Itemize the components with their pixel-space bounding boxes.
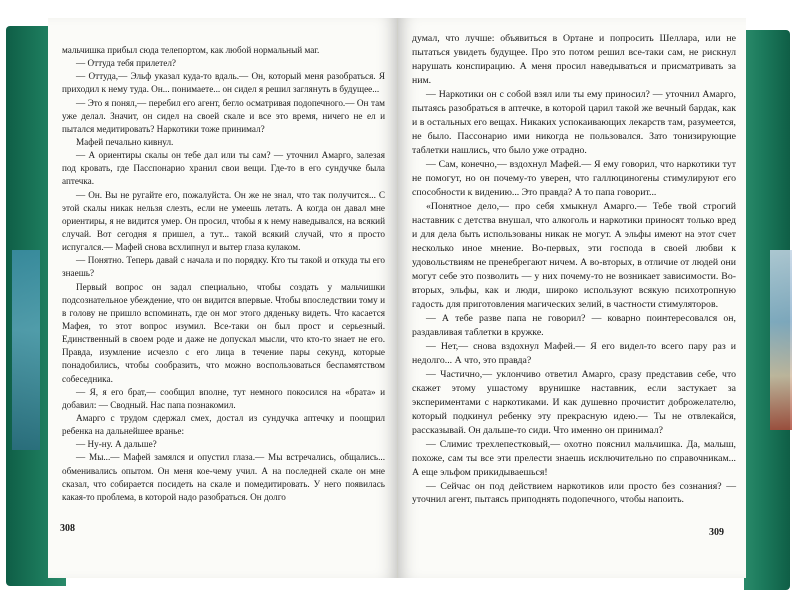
left-page — [48, 18, 398, 578]
cover-illustration-left — [12, 250, 40, 450]
paragraph: — Мы...— Мафей замялся и опустил глаза.— Мы встречались, общались... обменивались опытом. Он меня кое-чему учил. А на последней скале он мне сказал, что собирается посидеть на скале и помедитировать. У него появилась какая-то проблема, в которой надо разобраться. Он долго — [62, 452, 385, 502]
paragraph: «Понятное дело,— про себя хмыкнул Амарго.— Тебе твой строгий наставник с детства внушал, что алкоголь и наркотики приносят только вред и для дела быть использованы никак не могут. А эльфы имеют на этот счет несколько иное мнение. Во-первых, эти господа в своей любви к удовольствиям не пренебрегают ничем. А во-вторых, в отличие от людей они могут себе это позволить — у них почему-то не возникает зависимости. Во-вторых, эльфы, как и люди, широко используют всякую психотропную гадость для приготовления магических зелий, в частности стимуляторов. — [412, 200, 736, 310]
paragraph: — Он. Вы не ругайте его, пожалуйста. Он же не знал, что так получится... С этой скалы никак нельзя слезть, если не умеешь летать. А когда он давал мне ориентиры, я не видится умер. Он просил, чтобы я к нему наведывался, на всякий случай. Вот сегодня я пришел, а тут... такой всякий случай, что я просто испугался.— Мафей снова всхлипнул и вытер глаза кулаком. — [62, 189, 385, 253]
paragraph: — А тебе разве папа не говорил? — коварно поинтересовался он, раздавливая таблетки в кружке. — [412, 312, 736, 338]
paragraph: — Наркотики он с собой взял или ты ему приносил? — уточнил Амарго, пытаясь разобраться в аптечке, в которой царил такой же вечный бардак, как и в остальных его вещах. Никаких успокаивающих лекарств там, разумеется, не было. Пассонарио ими никогда не пользовался. Зато тонизирующие таблетки нашлись, что было уже отрадно. — [412, 88, 736, 156]
paragraph: — Частично,— уклончиво ответил Амарго, сразу представив себе, что скажет этому ушастому врунишке наставник, если застукает за экспериментами с наркотиками. И как душевно прочистит доброжелателю, который подкинул ребенку эту прекрасную идею.— Ты не отвлекайся, рассказывай. Он дальше-то сиди. Что именно он принимал? — [412, 368, 736, 436]
paragraph: — Оттуда,— Эльф указал куда-то вдаль.— Он, который меня разобраться. Я приходил к нему туда. Он... понимаете... он сидел я решил заглянуть в будущее... — [62, 71, 385, 95]
paragraph: думал, что лучше: объявиться в Ортане и попросить Шеллара, или не пытаться увидеть будущее. Про это потом решил все-таки сам, не рискнул нарушать конспирацию. А меня просил наведываться и присматривать за ним. — [412, 33, 736, 86]
left-page-number: 308 — [60, 523, 75, 534]
right-page-text — [412, 32, 736, 507]
paragraph: мальчишка прибыл сюда телепортом, как любой нормальный маг. — [62, 45, 320, 55]
paragraph: — А ориентиры скалы он тебе дал или ты сам? — уточнил Амарго, залезая под кровать, где Пасспонарио хранил свои вещи. Где-то в его сундучке была аптечка. — [62, 150, 385, 187]
paragraph: Амарго с трудом сдержал смех, достал из сундучка аптечку и поощрил ребенка на дальнейшее вранье: — [62, 412, 385, 437]
paragraph: — Ну-ну. А дальше? — [76, 439, 157, 450]
paragraph: — Это я понял,— перебил его агент, бегло осматривая подопечного.— Он там уже делал. Значит, он сидел на своей скале и все это время, ничего не ел и пытался медитировать? Наркотики тоже принимал? — [62, 97, 385, 134]
cover-illustration-right — [770, 250, 792, 430]
paragraph: — Я, я его брат,— сообщил вполне, тут немного покосился на «брата» и добавил: — Сводный. Нас папа познакомил. — [62, 386, 385, 410]
paragraph: — Оттуда тебя прилетел? — [76, 58, 176, 69]
right-page — [398, 18, 746, 578]
paragraph: — Сам, конечно,— вздохнул Мафей.— Я ему говорил, что наркотики тут не помогут, но он почему-то уверен, что галлюциногены стимулируют его способности к видению... Это правда? А то папа говорит... — [412, 158, 736, 198]
paragraph: — Нет,— снова вздохнул Мафей.— Я его видел-то всего пару раз и недолго... А что, это правда? — [412, 340, 736, 366]
right-page-number: 309 — [709, 527, 724, 538]
paragraph: Первый вопрос он задал специально, чтобы создать у мальчишки подсознательное убеждение, что он видится впервые. Чтобы впоследствии тому и в голову не пришло вспоминать, где он мог этого дяденьку видеть. Что касается Мафея, то этот вопрос изумил. Все-таки он был прост и серьезный. Единственный в своем роде и даже не допускал мысли, что кто-то знает не его. Правда, изумление исчезло с его лица в течение пары секунд, которые понадобились, чтобы сообразить, что можно воспользоваться беспамятством собеседника. — [62, 281, 385, 384]
paragraph: Мафей печально кивнул. — [76, 136, 174, 147]
left-page-text — [62, 44, 385, 504]
paragraph: — Понятно. Теперь давай с начала и по порядку. Кто ты такой и откуда ты его знаешь? — [62, 255, 385, 279]
paragraph: — Сейчас он под действием наркотиков или просто без сознания? — уточнил агент, пытаясь приподнять подопечного, чтобы напоить. — [412, 480, 736, 506]
paragraph: — Слимис трехлепестковый,— охотно пояснил мальчишка. Да, малыш, похоже, сам ты все эти прелести знаешь исключительно по справочникам... А еще эльфом прикидываешься! — [412, 438, 736, 478]
